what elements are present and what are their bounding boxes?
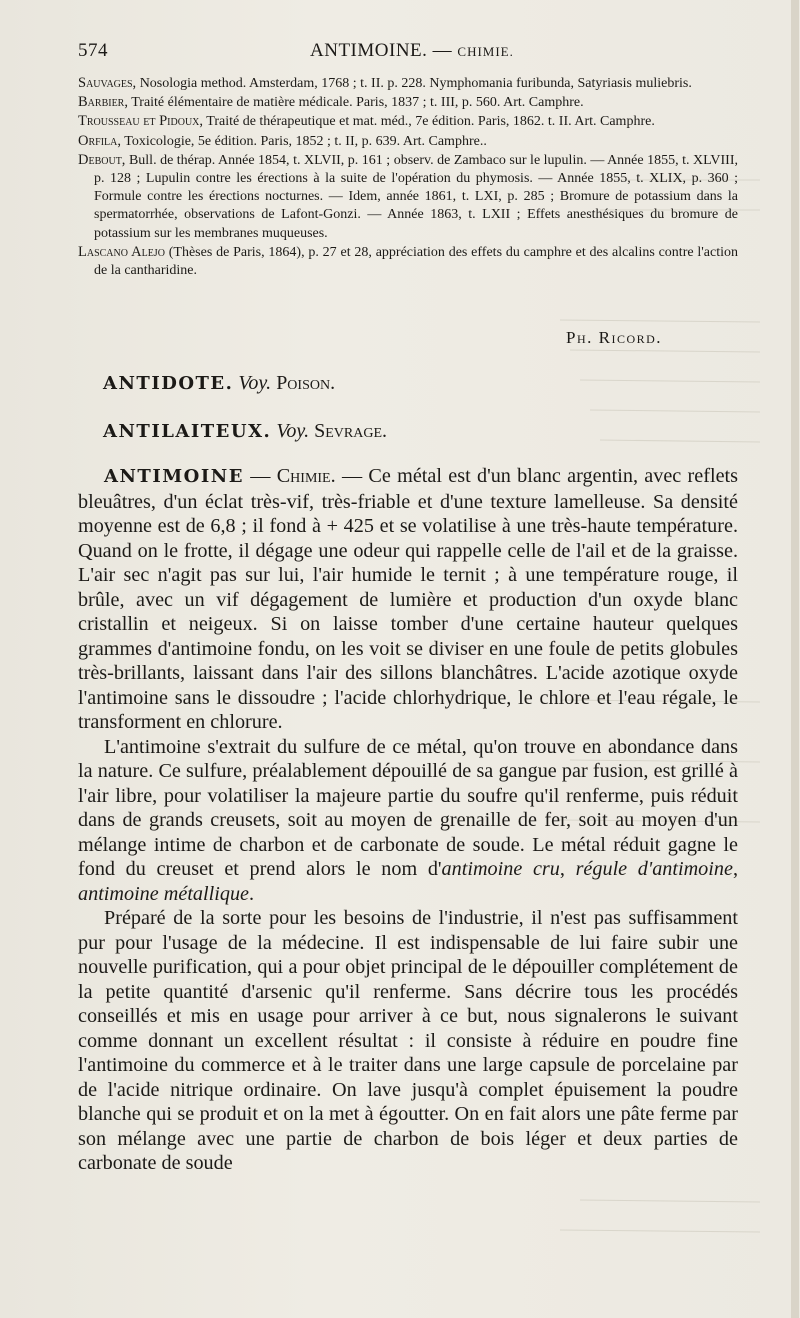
running-title — [310, 40, 514, 62]
article-separator: , — [559, 858, 576, 880]
bibliography-entry — [78, 93, 738, 112]
bibliography-entry — [78, 74, 738, 93]
bibliography-entry — [78, 112, 738, 131]
article-antimoine — [78, 464, 738, 1176]
article-term: régule d'antimoine — [575, 858, 733, 880]
article-dash: — — [243, 465, 277, 487]
entry-headword: ANTILAITEUX. — [103, 421, 272, 442]
bibliography-author: Trousseau et Pidoux, — [78, 113, 204, 130]
article-text: L'antimoine s'extrait du sulfure de ce métal, qu'on trouve en abondance dans la nature. Ce sulfure, préalablement dépouillé de sa gangue par fusion, est grillé à l'air libre, pour volatiliser la majeure partie du soufre qu'il renferme, puis réduit dans de grands creusets, soit au moyen de grenaille de fer, soit au moyen d'un mélange intime de charbon et de carbonate de soude. Le métal réduit gagne le fond du creuset et prend alors le nom d' — [78, 735, 738, 880]
author-signature: Ph. Ricord. — [566, 328, 663, 347]
article-section: Chimie. — [276, 465, 336, 487]
article-separator: , — [732, 858, 738, 880]
entry-voy: Voy. — [276, 420, 310, 442]
bibliography-text: Nosologia method. Amsterdam, 1768 ; t. II. p. 228. Nymphomania furibunda, Satyriasis muliebris. — [136, 76, 692, 91]
bibliography-text: Toxicologie, 5e édition. Paris, 1852 ; t. II, p. 639. Art. Camphre.. — [121, 133, 487, 149]
bibliography-text: Traité de thérapeutique et mat. méd., 7e édition. Paris, 1862. t. II. Art. Camphre. — [203, 114, 655, 130]
article-text: — Ce métal est d'un blanc argentin, avec reflets bleuâtres, d'un éclat très-vif, très-friable et d'une texture lamelleuse. Sa densité moyenne est de 6,8 ; il fond à + 425 et se volatilise à une très-haute température. Quand on le frotte, il dégage une odeur qui rappelle celle de l'ail et de la graisse. L'air sec n'agit pas sur lui, l'air humide le ternit ; à une température rouge, il brûle, avec un vif dégagement de lumière et production d'un oxyde blanc cristallin et neigeux. Si on laisse tomber d'une certaine hauteur quelques grammes d'antimoine fondu, on les voit se diviser en une foule de petits globules très-brillants, laissant dans l'air des sillons blanchâtres. L'acide azotique oxyde l'antimoine sans le dissoudre ; l'acide chlorhydrique, le chlore et l'eau régale, le transforment en chlorure. — [78, 465, 738, 733]
article-text: Préparé de la sorte pour les besoins de l'industrie, il n'est pas suffisamment pur pour l'usage de la médecine. Il est indispensable de lui faire subir une nouvelle purification, qui a pour objet principal de le dépouiller complétement de la petite quantité d'arsenic qu'il renferme. Sans décrire tous les procédés conseillés et mis en usage pour arriver à ce but, nous signalerons le suivant comme donnant un excellent résultat : il consiste à réduire en poudre fine l'antimoine du commerce et à le traiter dans une large capsule de porcelaine par de l'acide nitrique ordinaire. On lave jusqu'à complet épuisement la poudre blanche qui se produit et on la met à égoutter. On en fait alors une pâte ferme par son mélange avec une partie de charbon de bois léger et deux parties de carbonate de soude — [78, 907, 738, 1174]
bibliography-author: Orfila, — [78, 132, 121, 149]
bibliography-author: Debout, — [78, 151, 126, 168]
bibliography-text: (Thèses de Paris, 1864), p. 27 et 28, appréciation des effets du camphre et des alcalins contre l'action de la cantharidine. — [94, 244, 738, 279]
article-paragraph — [78, 464, 738, 735]
article-term: antimoine cru — [441, 858, 560, 880]
article-term: antimoine métallique — [78, 882, 250, 905]
bibliography-author: Barbier, — [78, 94, 128, 111]
article-paragraph — [78, 906, 738, 1176]
entry-antilaiteux — [103, 420, 387, 443]
entry-headword: ANTIDOTE. — [103, 373, 234, 394]
bibliography-text: Bull. de thérap. Année 1854, t. XLVII, p. 161 ; observ. de Zambaco sur le lupulin. — Année 1855, t. XLVIII, p. 128 ; Lupulin contre les érections à la suite de l'opération du phymosis. — Année 1855, t. XLIX, p. 360 ; Formule contre les érections nocturnes. — Idem, année 1861, t. LXI, p. 285 ; Bromure de potassium dans la spermatorrhée, observations de Lafont-Gonzi. — Année 1863, t. LXII ; Effets anesthésiques du bromure de potassium sur les membranes muqueuses. — [94, 152, 738, 241]
entry-cross-reference: Poison. — [276, 372, 336, 394]
bibliography-author: Sauvages, — [78, 75, 137, 91]
bibliography-entry — [78, 151, 738, 243]
running-title-main: ANTIMOINE. — — [310, 40, 453, 61]
bibliography-list — [78, 74, 738, 280]
bibliography-text: Traité élémentaire de matière médicale. Paris, 1837 ; t. III, p. 560. Art. Camphre. — [127, 95, 584, 111]
article-separator: . — [249, 882, 255, 905]
article-paragraph — [78, 735, 738, 907]
bibliography-entry — [78, 243, 738, 280]
bibliography-entry — [78, 132, 738, 151]
bibliography-author: Lascano Alejo — [78, 243, 165, 260]
running-title-section: CHIMIE. — [457, 44, 514, 59]
entry-cross-reference: Sevrage. — [314, 420, 388, 442]
page-number: 574 — [78, 40, 108, 61]
entry-voy: Voy. — [238, 372, 272, 394]
article-headword: ANTIMOINE — [104, 466, 244, 487]
entry-antidote — [103, 372, 335, 395]
